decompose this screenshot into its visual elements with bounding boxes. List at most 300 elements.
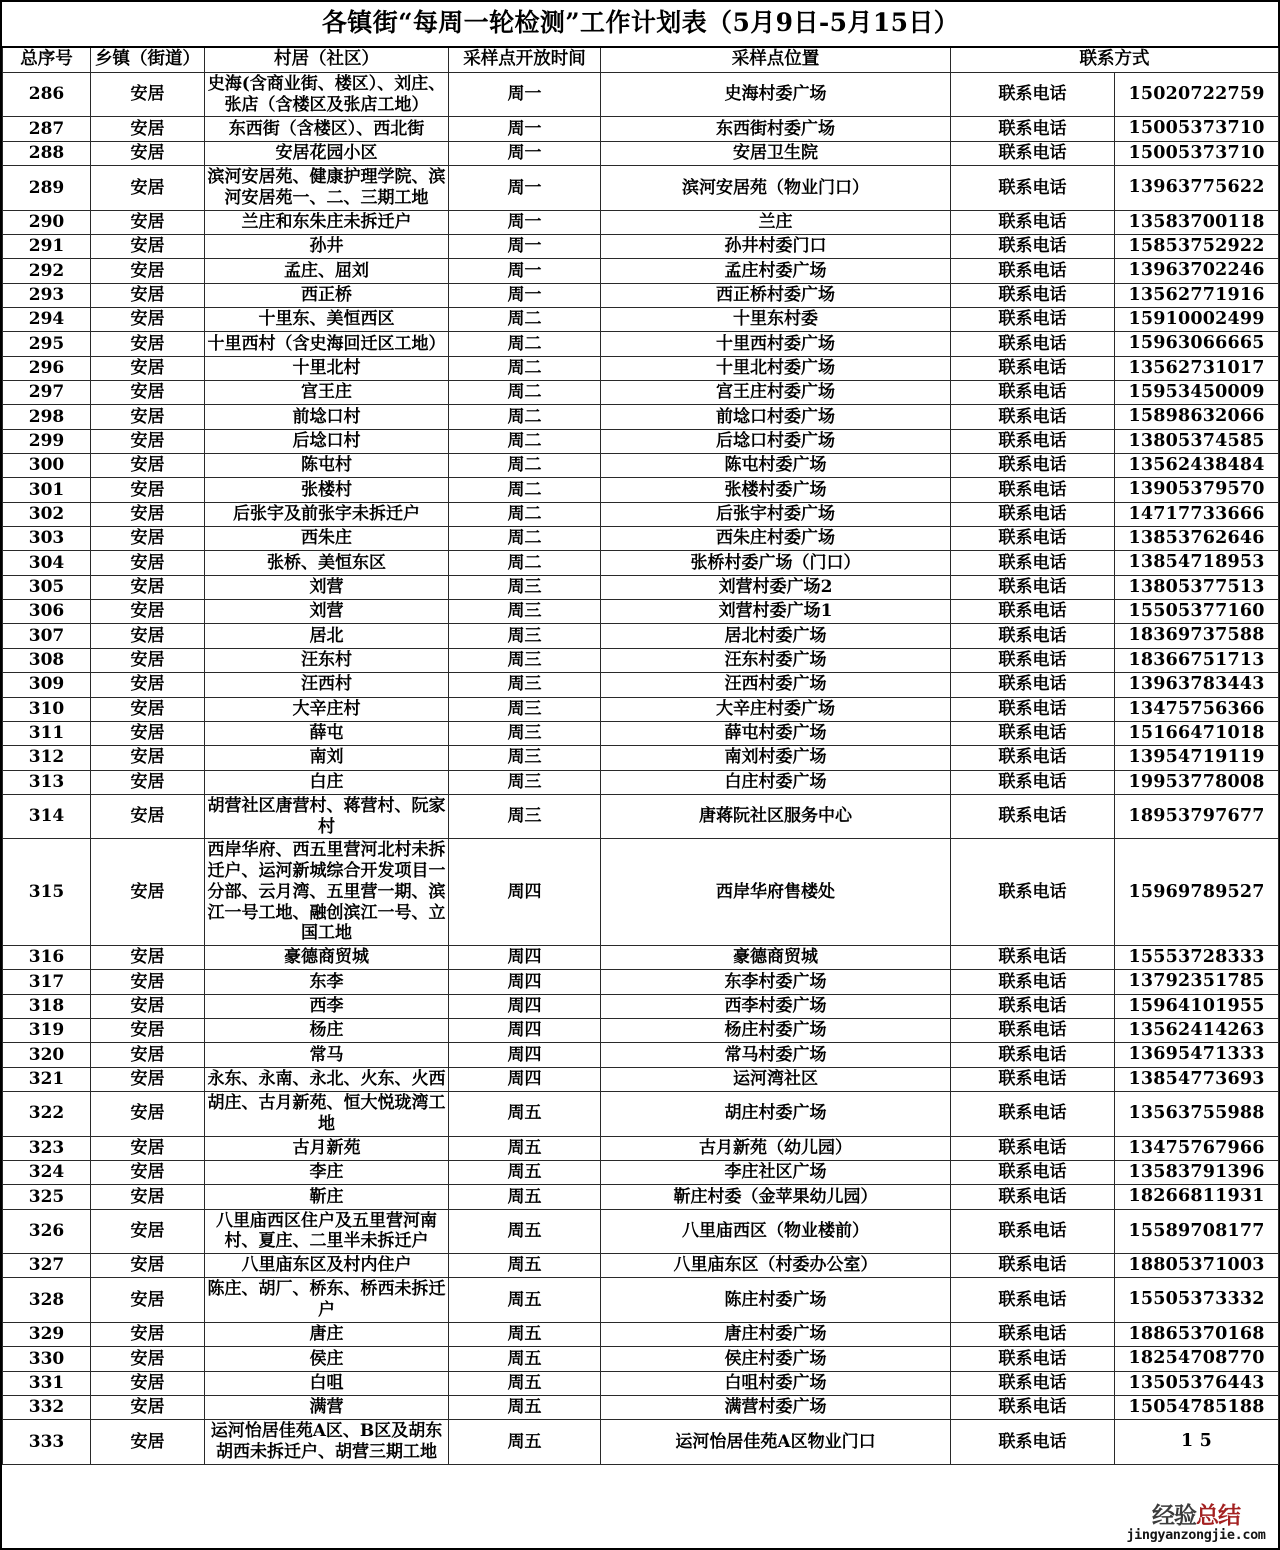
table-row bbox=[3, 73, 1279, 117]
row-location: 杨庄村委广场 bbox=[601, 1019, 951, 1043]
row-village: 孙井 bbox=[205, 234, 449, 258]
row-open-time: 周一 bbox=[449, 234, 601, 258]
column-header-no: 总序号 bbox=[3, 47, 91, 73]
row-location: 满营村委广场 bbox=[601, 1395, 951, 1419]
row-contact-label: 联系电话 bbox=[951, 1160, 1115, 1184]
row-town: 安居 bbox=[91, 648, 205, 672]
row-town: 安居 bbox=[91, 1371, 205, 1395]
row-town: 安居 bbox=[91, 1395, 205, 1419]
site-watermark bbox=[1118, 1502, 1274, 1543]
row-number: 290 bbox=[3, 210, 91, 234]
row-phone: 15054785188 bbox=[1115, 1395, 1279, 1419]
table-row bbox=[3, 575, 1279, 599]
row-open-time: 周三 bbox=[449, 697, 601, 721]
row-town: 安居 bbox=[91, 1420, 205, 1464]
row-village: 豪德商贸城 bbox=[205, 946, 449, 970]
row-phone: 13562414263 bbox=[1115, 1019, 1279, 1043]
row-number: 298 bbox=[3, 405, 91, 429]
table-row bbox=[3, 1395, 1279, 1419]
row-open-time: 周三 bbox=[449, 648, 601, 672]
row-village: 古月新苑 bbox=[205, 1136, 449, 1160]
table-row bbox=[3, 1092, 1279, 1136]
table-row bbox=[3, 141, 1279, 165]
row-contact-label: 联系电话 bbox=[951, 259, 1115, 283]
row-phone: 15505373332 bbox=[1115, 1278, 1279, 1322]
table-row bbox=[3, 1278, 1279, 1322]
table-row bbox=[3, 1347, 1279, 1371]
row-town: 安居 bbox=[91, 673, 205, 697]
row-open-time: 周一 bbox=[449, 117, 601, 141]
table-row bbox=[3, 839, 1279, 946]
row-number: 317 bbox=[3, 970, 91, 994]
row-village: 常马 bbox=[205, 1043, 449, 1067]
table-row bbox=[3, 1019, 1279, 1043]
row-town: 安居 bbox=[91, 746, 205, 770]
row-number: 304 bbox=[3, 551, 91, 575]
table-row bbox=[3, 1420, 1279, 1464]
row-open-time: 周五 bbox=[449, 1185, 601, 1209]
row-village: 汪东村 bbox=[205, 648, 449, 672]
weekly-testing-plan-table bbox=[2, 2, 1279, 1465]
row-contact-label: 联系电话 bbox=[951, 575, 1115, 599]
row-number: 294 bbox=[3, 308, 91, 332]
row-town: 安居 bbox=[91, 429, 205, 453]
row-location: 八里庙西区（物业楼前） bbox=[601, 1209, 951, 1253]
table-row bbox=[3, 1136, 1279, 1160]
row-location: 史海村委广场 bbox=[601, 73, 951, 117]
row-village: 东李 bbox=[205, 970, 449, 994]
row-village: 西正桥 bbox=[205, 283, 449, 307]
row-town: 安居 bbox=[91, 166, 205, 210]
row-phone: 15005373710 bbox=[1115, 141, 1279, 165]
row-contact-label: 联系电话 bbox=[951, 166, 1115, 210]
row-number: 295 bbox=[3, 332, 91, 356]
row-number: 318 bbox=[3, 994, 91, 1018]
row-village: 南刘 bbox=[205, 746, 449, 770]
row-village: 十里西村（含史海回迁区工地） bbox=[205, 332, 449, 356]
row-phone: 13562731017 bbox=[1115, 356, 1279, 380]
row-phone: 15553728333 bbox=[1115, 946, 1279, 970]
row-town: 安居 bbox=[91, 283, 205, 307]
row-location: 东西街村委广场 bbox=[601, 117, 951, 141]
table-row bbox=[3, 970, 1279, 994]
row-town: 安居 bbox=[91, 356, 205, 380]
row-number: 306 bbox=[3, 600, 91, 624]
row-contact-label: 联系电话 bbox=[951, 600, 1115, 624]
table-header-row bbox=[3, 47, 1279, 73]
row-village: 大辛庄村 bbox=[205, 697, 449, 721]
row-open-time: 周四 bbox=[449, 994, 601, 1018]
row-location: 西朱庄村委广场 bbox=[601, 527, 951, 551]
row-phone: 18805371003 bbox=[1115, 1254, 1279, 1278]
row-location: 唐庄村委广场 bbox=[601, 1322, 951, 1346]
row-number: 302 bbox=[3, 502, 91, 526]
row-village: 张楼村 bbox=[205, 478, 449, 502]
row-open-time: 周一 bbox=[449, 166, 601, 210]
row-location: 十里西村委广场 bbox=[601, 332, 951, 356]
table-row bbox=[3, 994, 1279, 1018]
row-location: 白咀村委广场 bbox=[601, 1371, 951, 1395]
row-location: 后埝口村委广场 bbox=[601, 429, 951, 453]
table-body bbox=[3, 73, 1279, 1465]
row-location: 张桥村委广场（门口） bbox=[601, 551, 951, 575]
table-row bbox=[3, 1185, 1279, 1209]
row-contact-label: 联系电话 bbox=[951, 1278, 1115, 1322]
row-location: 大辛庄村委广场 bbox=[601, 697, 951, 721]
row-village: 白咀 bbox=[205, 1371, 449, 1395]
row-contact-label: 联系电话 bbox=[951, 794, 1115, 838]
row-phone: 15505377160 bbox=[1115, 600, 1279, 624]
watermark-text-part2: 总结 bbox=[1196, 1502, 1240, 1529]
row-village: 刘营 bbox=[205, 575, 449, 599]
table-row bbox=[3, 283, 1279, 307]
row-number: 313 bbox=[3, 770, 91, 794]
row-location: 汪东村委广场 bbox=[601, 648, 951, 672]
row-town: 安居 bbox=[91, 1209, 205, 1253]
row-location: 陈屯村委广场 bbox=[601, 454, 951, 478]
row-contact-label: 联系电话 bbox=[951, 210, 1115, 234]
table-row bbox=[3, 234, 1279, 258]
row-open-time: 周三 bbox=[449, 770, 601, 794]
row-number: 297 bbox=[3, 381, 91, 405]
row-contact-label: 联系电话 bbox=[951, 721, 1115, 745]
row-contact-label: 联系电话 bbox=[951, 308, 1115, 332]
row-village: 陈庄、胡厂、桥东、桥西未拆迁户 bbox=[205, 1278, 449, 1322]
row-open-time: 周二 bbox=[449, 527, 601, 551]
table-row bbox=[3, 454, 1279, 478]
row-open-time: 周一 bbox=[449, 73, 601, 117]
row-village: 白庄 bbox=[205, 770, 449, 794]
row-village: 侯庄 bbox=[205, 1347, 449, 1371]
watermark-url: jingyanzongjie.com bbox=[1126, 1526, 1266, 1543]
row-phone: 18266811931 bbox=[1115, 1185, 1279, 1209]
row-phone: 13905379570 bbox=[1115, 478, 1279, 502]
table-row bbox=[3, 1067, 1279, 1091]
row-village: 孟庄、屈刘 bbox=[205, 259, 449, 283]
table-row bbox=[3, 746, 1279, 770]
row-location: 豪德商贸城 bbox=[601, 946, 951, 970]
row-number: 286 bbox=[3, 73, 91, 117]
table-title-row bbox=[3, 2, 1279, 47]
row-number: 329 bbox=[3, 1322, 91, 1346]
row-village: 胡庄、古月新苑、恒大悦珑湾工地 bbox=[205, 1092, 449, 1136]
row-number: 323 bbox=[3, 1136, 91, 1160]
row-open-time: 周五 bbox=[449, 1371, 601, 1395]
row-village: 胡营社区唐营村、蒋营村、阮家村 bbox=[205, 794, 449, 838]
row-contact-label: 联系电话 bbox=[951, 1019, 1115, 1043]
table-row bbox=[3, 673, 1279, 697]
table-row bbox=[3, 648, 1279, 672]
row-open-time: 周四 bbox=[449, 1043, 601, 1067]
row-number: 315 bbox=[3, 839, 91, 946]
row-contact-label: 联系电话 bbox=[951, 1347, 1115, 1371]
row-location: 靳庄村委（金苹果幼儿园） bbox=[601, 1185, 951, 1209]
row-town: 安居 bbox=[91, 1136, 205, 1160]
row-open-time: 周三 bbox=[449, 794, 601, 838]
row-open-time: 周五 bbox=[449, 1347, 601, 1371]
row-phone: 13854718953 bbox=[1115, 551, 1279, 575]
row-contact-label: 联系电话 bbox=[951, 1322, 1115, 1346]
row-phone: 15166471018 bbox=[1115, 721, 1279, 745]
row-village: 陈屯村 bbox=[205, 454, 449, 478]
row-village: 史海(含商业街、楼区）、刘庄、张店（含楼区及张店工地） bbox=[205, 73, 449, 117]
row-location: 侯庄村委广场 bbox=[601, 1347, 951, 1371]
table-row bbox=[3, 502, 1279, 526]
row-town: 安居 bbox=[91, 551, 205, 575]
row-open-time: 周五 bbox=[449, 1160, 601, 1184]
row-town: 安居 bbox=[91, 839, 205, 946]
row-town: 安居 bbox=[91, 141, 205, 165]
row-number: 311 bbox=[3, 721, 91, 745]
row-contact-label: 联系电话 bbox=[951, 1371, 1115, 1395]
table-row bbox=[3, 624, 1279, 648]
row-contact-label: 联系电话 bbox=[951, 478, 1115, 502]
row-village: 运河怡居佳苑A区、B区及胡东胡西未拆迁户、胡营三期工地 bbox=[205, 1420, 449, 1464]
row-contact-label: 联系电话 bbox=[951, 1420, 1115, 1464]
row-village: 汪西村 bbox=[205, 673, 449, 697]
row-village: 刘营 bbox=[205, 600, 449, 624]
row-town: 安居 bbox=[91, 794, 205, 838]
row-open-time: 周五 bbox=[449, 1136, 601, 1160]
row-number: 312 bbox=[3, 746, 91, 770]
row-town: 安居 bbox=[91, 259, 205, 283]
watermark-chinese-text bbox=[1118, 1502, 1274, 1529]
row-location: 陈庄村委广场 bbox=[601, 1278, 951, 1322]
row-village: 宫王庄 bbox=[205, 381, 449, 405]
row-village: 兰庄和东朱庄未拆迁户 bbox=[205, 210, 449, 234]
row-contact-label: 联系电话 bbox=[951, 1043, 1115, 1067]
table-row bbox=[3, 210, 1279, 234]
row-number: 300 bbox=[3, 454, 91, 478]
row-number: 288 bbox=[3, 141, 91, 165]
row-contact-label: 联系电话 bbox=[951, 73, 1115, 117]
row-contact-label: 联系电话 bbox=[951, 332, 1115, 356]
row-contact-label: 联系电话 bbox=[951, 970, 1115, 994]
column-header-contact: 联系方式 bbox=[951, 47, 1279, 73]
row-phone: 15964101955 bbox=[1115, 994, 1279, 1018]
row-village: 东西街（含楼区）、西北街 bbox=[205, 117, 449, 141]
row-number: 322 bbox=[3, 1092, 91, 1136]
row-village: 十里北村 bbox=[205, 356, 449, 380]
row-town: 安居 bbox=[91, 1160, 205, 1184]
row-number: 309 bbox=[3, 673, 91, 697]
row-phone: 18369737588 bbox=[1115, 624, 1279, 648]
row-phone: 13695471333 bbox=[1115, 1043, 1279, 1067]
row-town: 安居 bbox=[91, 234, 205, 258]
row-contact-label: 联系电话 bbox=[951, 1092, 1115, 1136]
row-contact-label: 联系电话 bbox=[951, 946, 1115, 970]
row-village: 西李 bbox=[205, 994, 449, 1018]
table-row bbox=[3, 308, 1279, 332]
row-town: 安居 bbox=[91, 770, 205, 794]
row-contact-label: 联系电话 bbox=[951, 141, 1115, 165]
row-number: 319 bbox=[3, 1019, 91, 1043]
row-phone: 15898632066 bbox=[1115, 405, 1279, 429]
row-open-time: 周三 bbox=[449, 624, 601, 648]
row-phone: 1 5 bbox=[1115, 1420, 1279, 1464]
row-phone: 13963783443 bbox=[1115, 673, 1279, 697]
row-town: 安居 bbox=[91, 210, 205, 234]
column-header-location: 采样点位置 bbox=[601, 47, 951, 73]
row-location: 张楼村委广场 bbox=[601, 478, 951, 502]
row-phone: 18254708770 bbox=[1115, 1347, 1279, 1371]
row-number: 299 bbox=[3, 429, 91, 453]
row-number: 291 bbox=[3, 234, 91, 258]
row-village: 西朱庄 bbox=[205, 527, 449, 551]
row-location: 滨河安居苑（物业门口） bbox=[601, 166, 951, 210]
row-phone: 13475767966 bbox=[1115, 1136, 1279, 1160]
row-location: 安居卫生院 bbox=[601, 141, 951, 165]
row-phone: 13854773693 bbox=[1115, 1067, 1279, 1091]
table-row bbox=[3, 794, 1279, 838]
row-number: 308 bbox=[3, 648, 91, 672]
row-open-time: 周二 bbox=[449, 429, 601, 453]
watermark-text-part1: 经验 bbox=[1152, 1502, 1196, 1529]
row-number: 324 bbox=[3, 1160, 91, 1184]
row-open-time: 周四 bbox=[449, 946, 601, 970]
row-contact-label: 联系电话 bbox=[951, 405, 1115, 429]
row-contact-label: 联系电话 bbox=[951, 1254, 1115, 1278]
row-open-time: 周一 bbox=[449, 283, 601, 307]
row-location: 刘营村委广场1 bbox=[601, 600, 951, 624]
table-row bbox=[3, 600, 1279, 624]
row-village: 后埝口村 bbox=[205, 429, 449, 453]
row-open-time: 周三 bbox=[449, 575, 601, 599]
row-contact-label: 联系电话 bbox=[951, 746, 1115, 770]
row-open-time: 周三 bbox=[449, 600, 601, 624]
row-contact-label: 联系电话 bbox=[951, 1209, 1115, 1253]
row-contact-label: 联系电话 bbox=[951, 697, 1115, 721]
row-town: 安居 bbox=[91, 1043, 205, 1067]
row-contact-label: 联系电话 bbox=[951, 234, 1115, 258]
row-contact-label: 联系电话 bbox=[951, 117, 1115, 141]
row-town: 安居 bbox=[91, 405, 205, 429]
row-open-time: 周五 bbox=[449, 1209, 601, 1253]
row-phone: 14717733666 bbox=[1115, 502, 1279, 526]
row-village: 前埝口村 bbox=[205, 405, 449, 429]
row-number: 331 bbox=[3, 1371, 91, 1395]
row-phone: 15910002499 bbox=[1115, 308, 1279, 332]
row-village: 滨河安居苑、健康护理学院、滨河安居苑一、二、三期工地 bbox=[205, 166, 449, 210]
row-number: 310 bbox=[3, 697, 91, 721]
table-row bbox=[3, 429, 1279, 453]
row-open-time: 周三 bbox=[449, 746, 601, 770]
row-phone: 18865370168 bbox=[1115, 1322, 1279, 1346]
table-row bbox=[3, 1209, 1279, 1253]
row-phone: 13853762646 bbox=[1115, 527, 1279, 551]
row-open-time: 周五 bbox=[449, 1278, 601, 1322]
column-header-open-time: 采样点开放时间 bbox=[449, 47, 601, 73]
row-open-time: 周二 bbox=[449, 381, 601, 405]
row-location: 宫王庄村委广场 bbox=[601, 381, 951, 405]
row-village: 薛屯 bbox=[205, 721, 449, 745]
row-town: 安居 bbox=[91, 117, 205, 141]
row-village: 靳庄 bbox=[205, 1185, 449, 1209]
row-phone: 13805377513 bbox=[1115, 575, 1279, 599]
row-open-time: 周二 bbox=[449, 551, 601, 575]
page-title: 各镇街“每周一轮检测”工作计划表（5月9日-5月15日） bbox=[3, 2, 1279, 47]
row-phone: 15953450009 bbox=[1115, 381, 1279, 405]
row-phone: 13562438484 bbox=[1115, 454, 1279, 478]
row-open-time: 周五 bbox=[449, 1254, 601, 1278]
row-phone: 13963775622 bbox=[1115, 166, 1279, 210]
row-number: 321 bbox=[3, 1067, 91, 1091]
row-location: 西正桥村委广场 bbox=[601, 283, 951, 307]
row-contact-label: 联系电话 bbox=[951, 673, 1115, 697]
table-row bbox=[3, 1322, 1279, 1346]
table-row bbox=[3, 166, 1279, 210]
row-open-time: 周一 bbox=[449, 210, 601, 234]
row-location: 兰庄 bbox=[601, 210, 951, 234]
row-phone: 15853752922 bbox=[1115, 234, 1279, 258]
row-phone: 18366751713 bbox=[1115, 648, 1279, 672]
row-location: 八里庙东区（村委办公室） bbox=[601, 1254, 951, 1278]
row-location: 李庄社区广场 bbox=[601, 1160, 951, 1184]
row-town: 安居 bbox=[91, 1278, 205, 1322]
row-open-time: 周二 bbox=[449, 502, 601, 526]
row-contact-label: 联系电话 bbox=[951, 429, 1115, 453]
row-village: 杨庄 bbox=[205, 1019, 449, 1043]
row-location: 南刘村委广场 bbox=[601, 746, 951, 770]
row-village: 后张宇及前张宇未拆迁户 bbox=[205, 502, 449, 526]
table-row bbox=[3, 1371, 1279, 1395]
row-location: 十里东村委 bbox=[601, 308, 951, 332]
row-open-time: 周一 bbox=[449, 259, 601, 283]
row-contact-label: 联系电话 bbox=[951, 624, 1115, 648]
row-location: 孙井村委门口 bbox=[601, 234, 951, 258]
row-phone: 13505376443 bbox=[1115, 1371, 1279, 1395]
row-open-time: 周一 bbox=[449, 141, 601, 165]
row-town: 安居 bbox=[91, 502, 205, 526]
row-location: 刘营村委广场2 bbox=[601, 575, 951, 599]
row-village: 八里庙东区及村内住户 bbox=[205, 1254, 449, 1278]
row-phone: 13805374585 bbox=[1115, 429, 1279, 453]
row-town: 安居 bbox=[91, 721, 205, 745]
row-contact-label: 联系电话 bbox=[951, 839, 1115, 946]
row-town: 安居 bbox=[91, 994, 205, 1018]
row-number: 296 bbox=[3, 356, 91, 380]
row-location: 唐蒋阮社区服务中心 bbox=[601, 794, 951, 838]
row-open-time: 周四 bbox=[449, 1019, 601, 1043]
table-row bbox=[3, 259, 1279, 283]
row-town: 安居 bbox=[91, 946, 205, 970]
row-village: 唐庄 bbox=[205, 1322, 449, 1346]
row-town: 安居 bbox=[91, 600, 205, 624]
row-town: 安居 bbox=[91, 1347, 205, 1371]
row-phone: 13583791396 bbox=[1115, 1160, 1279, 1184]
row-open-time: 周四 bbox=[449, 839, 601, 946]
row-contact-label: 联系电话 bbox=[951, 527, 1115, 551]
row-phone: 13475756366 bbox=[1115, 697, 1279, 721]
row-location: 后张宇村委广场 bbox=[601, 502, 951, 526]
column-header-village: 村居（社区） bbox=[205, 47, 449, 73]
row-location: 运河湾社区 bbox=[601, 1067, 951, 1091]
row-location: 西岸华府售楼处 bbox=[601, 839, 951, 946]
row-village: 张桥、美恒东区 bbox=[205, 551, 449, 575]
row-open-time: 周二 bbox=[449, 356, 601, 380]
table-row bbox=[3, 770, 1279, 794]
row-phone: 15005373710 bbox=[1115, 117, 1279, 141]
row-location: 胡庄村委广场 bbox=[601, 1092, 951, 1136]
row-village: 安居花园小区 bbox=[205, 141, 449, 165]
row-number: 333 bbox=[3, 1420, 91, 1464]
row-number: 327 bbox=[3, 1254, 91, 1278]
row-phone: 13954719119 bbox=[1115, 746, 1279, 770]
table-row bbox=[3, 551, 1279, 575]
table-row bbox=[3, 405, 1279, 429]
table-row bbox=[3, 381, 1279, 405]
row-town: 安居 bbox=[91, 1092, 205, 1136]
